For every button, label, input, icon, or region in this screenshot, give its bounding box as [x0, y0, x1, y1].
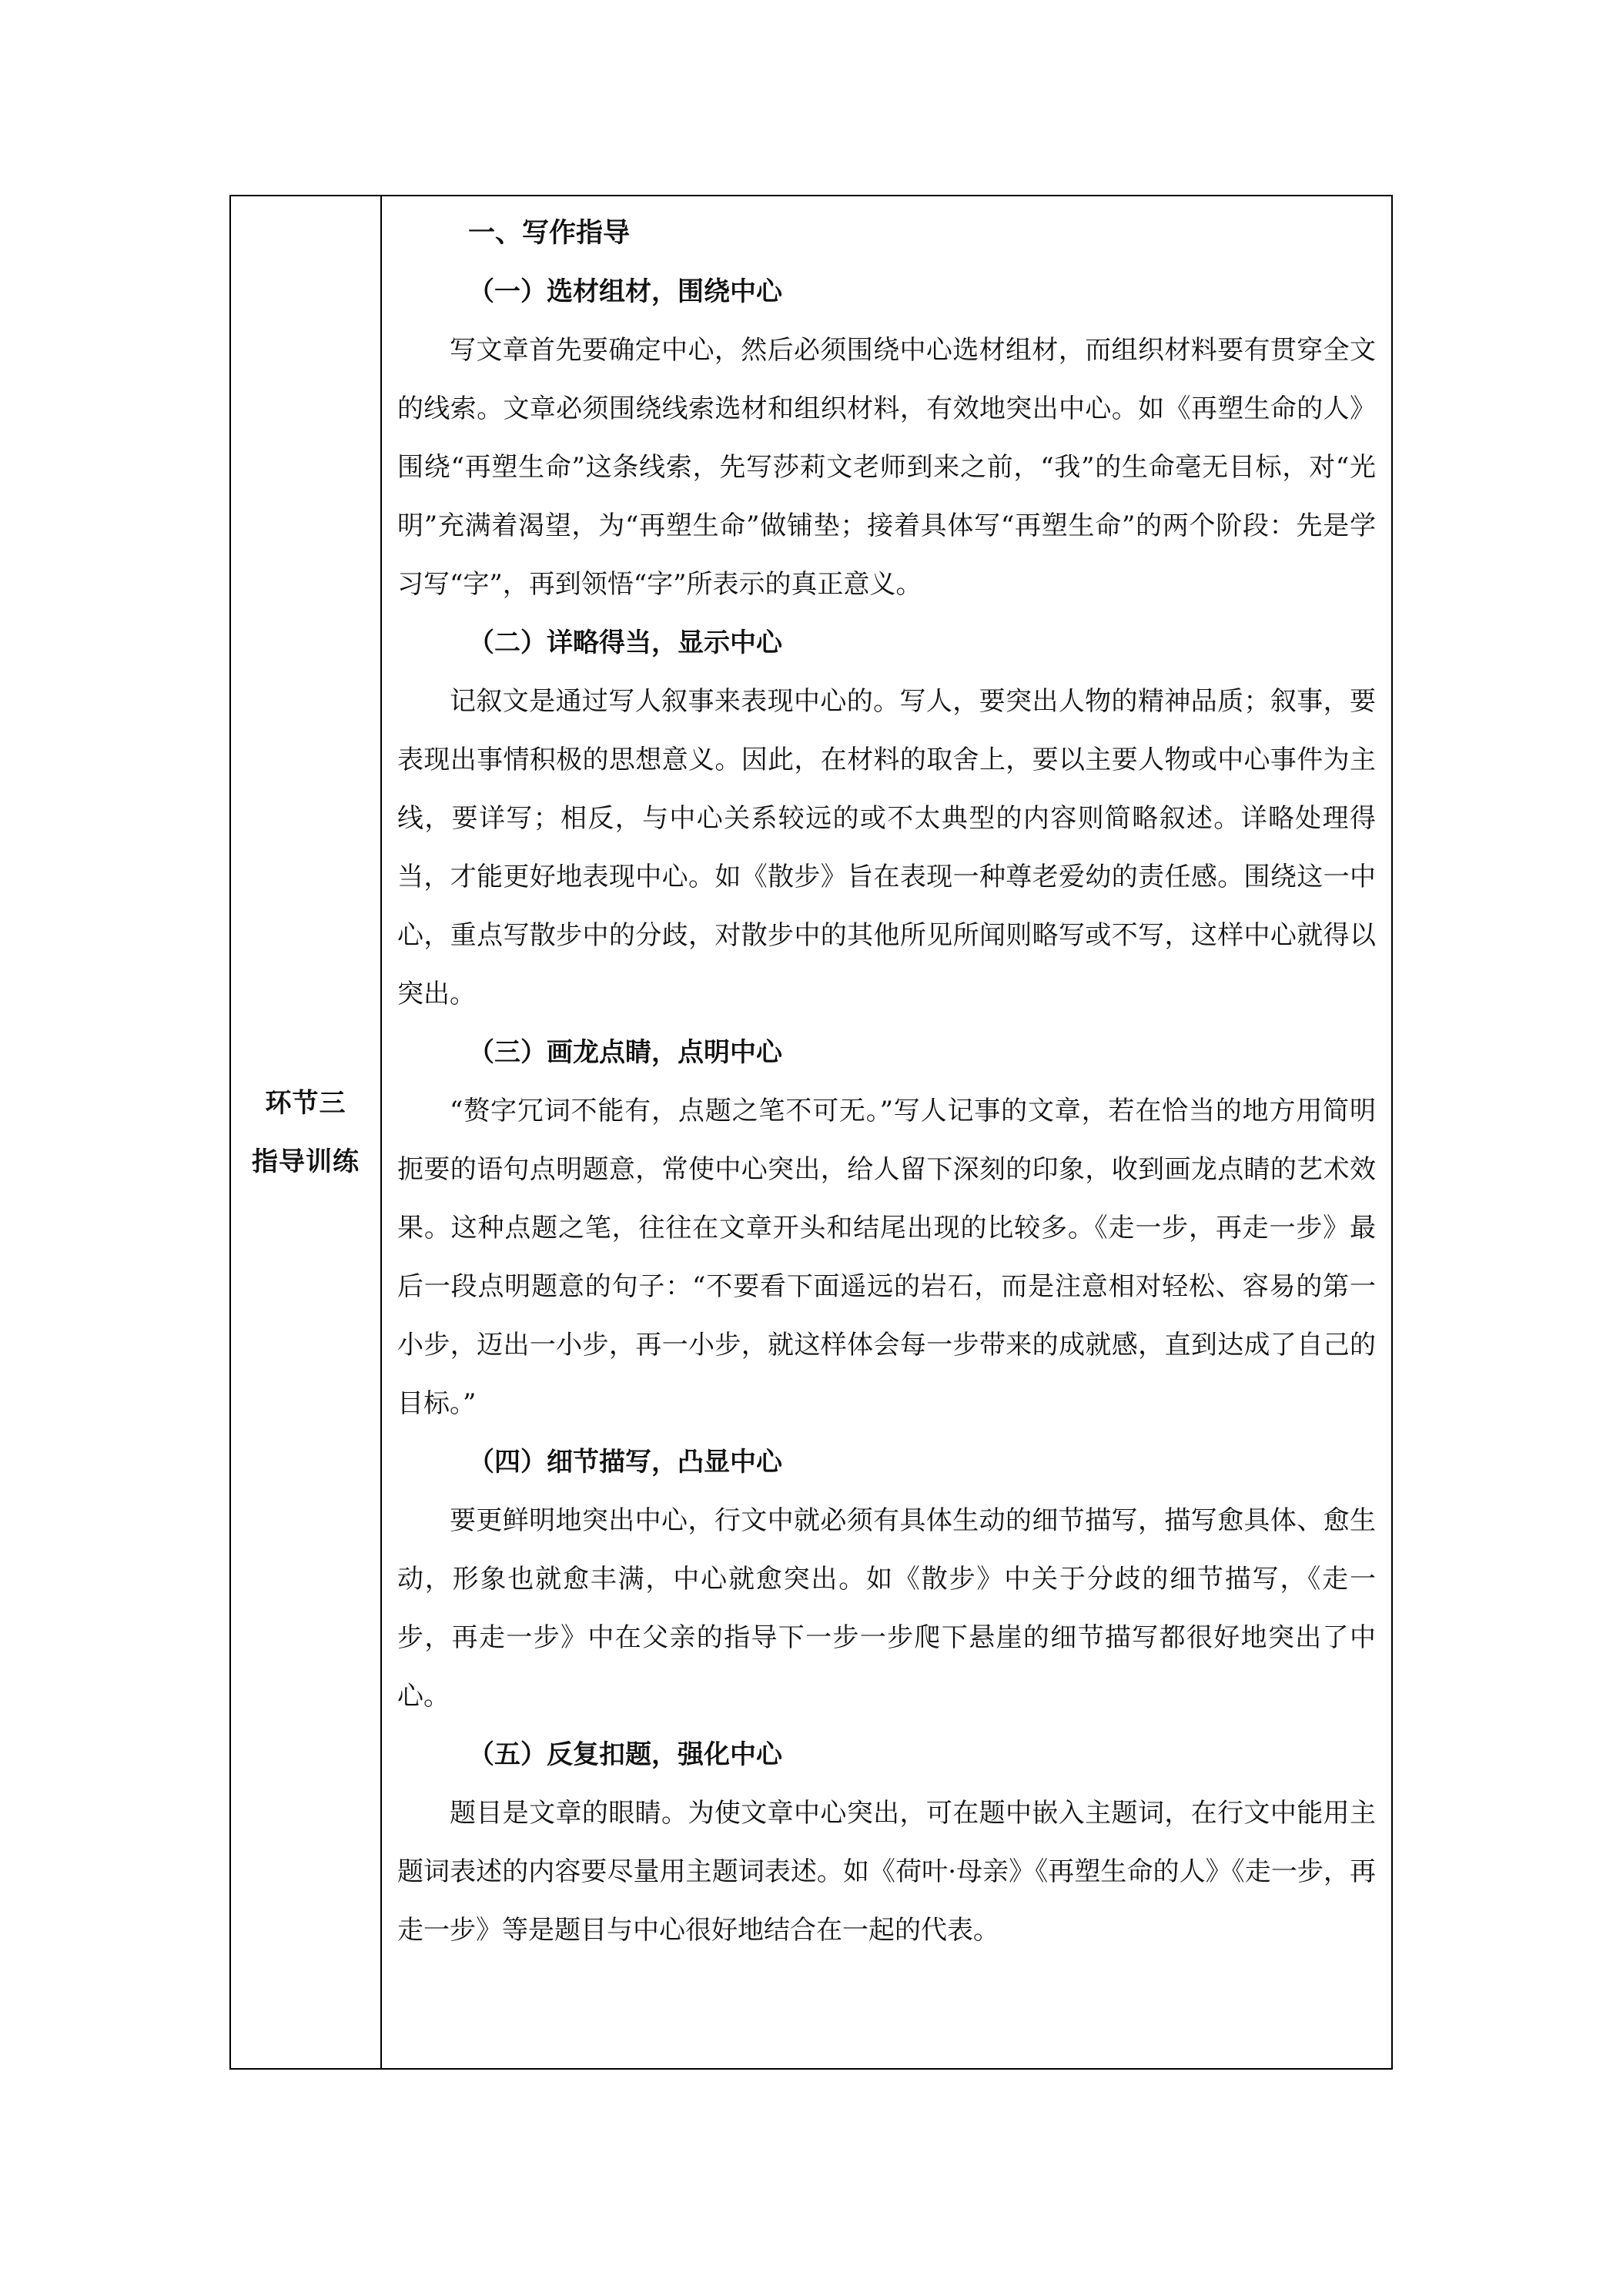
section-body-5: 题目是文章的眼睛。为使文章中心突出，可在题中嵌入主题词，在行文中能用主题词表述的内容要尽量用主题词表述。如《荷叶·母亲》《再塑生命的人》《走一步，再走一步》等是题目与中心很好地结合在一起的代表。 — [397, 1798, 1376, 1946]
section-body-2: 记叙文是通过写人叙事来表现中心的。写人，要突出人物的精神品质；叙事，要表现出事情积极的思想意义。因此，在材料的取舍上，要以主要人物或中心事件为主线，要详写；相反，与中心关系较远的或不太典型的内容则简略叙述。详略处理得当，才能更好地表现中心。如《散步》旨在表现一种尊老爱幼的责任感。围绕这一中心，重点写散步中的分歧，对散步中的其他所见所闻则略写或不写，这样中心就得以突出。 — [397, 686, 1376, 1009]
section-heading-2: （二）详略得当，显示中心 — [468, 628, 782, 658]
stage-label-line2: 指导训练 — [252, 1146, 360, 1177]
content-table — [229, 195, 1393, 2070]
section-body-1: 写文章首先要确定中心，然后必须围绕中心选材组材，而组织材料要有贯穿全文的线索。文章必须围绕线索选材和组织材料，有效地突出中心。如《再塑生命的人》围绕“再塑生命”这条线索，先写莎莉文老师到来之前，“我”的生命毫无目标，对“光明”充满着渴望，为“再塑生命”做铺垫；接着具体写“再塑生命”的两个阶段：先是学习写“字”，再到领悟“字”所表示的真正意义。 — [397, 335, 1376, 600]
section-heading-4: （四）细节描写，凸显中心 — [468, 1447, 782, 1478]
main-heading: 一、写作指导 — [468, 218, 631, 249]
table-right-cell — [382, 196, 1391, 2068]
section-heading-3: （三）画龙点睛，点明中心 — [468, 1037, 782, 1068]
stage-label-line1: 环节三 — [265, 1087, 346, 1119]
table-left-cell — [231, 196, 382, 2068]
section-heading-1: （一）选材组材，围绕中心 — [468, 276, 782, 307]
section-heading-5: （五）反复扣题，强化中心 — [468, 1739, 782, 1770]
section-body-3: “赘字冗词不能有，点题之笔不可无。”写人记事的文章，若在恰当的地方用简明扼要的语句点明题意，常使中心突出，给人留下深刻的印象，收到画龙点睛的艺术效果。这种点题之笔，往往在文章开头和结尾出现的比较多。《走一步，再走一步》最后一段点明题意的句子：“不要看下面遥远的岩石，而是注意相对轻松、容易的第一小步，迈出一小步，再一小步，就这样体会每一步带来的成就感，直到达成了自己的目标。” — [397, 1096, 1376, 1419]
section-body-4: 要更鲜明地突出中心，行文中就必须有具体生动的细节描写，描写愈具体、愈生动，形象也就愈丰满，中心就愈突出。如《散步》中关于分歧的细节描写，《走一步，再走一步》中在父亲的指导下一步一步爬下悬崖的细节描写都很好地突出了中心。 — [397, 1505, 1376, 1712]
